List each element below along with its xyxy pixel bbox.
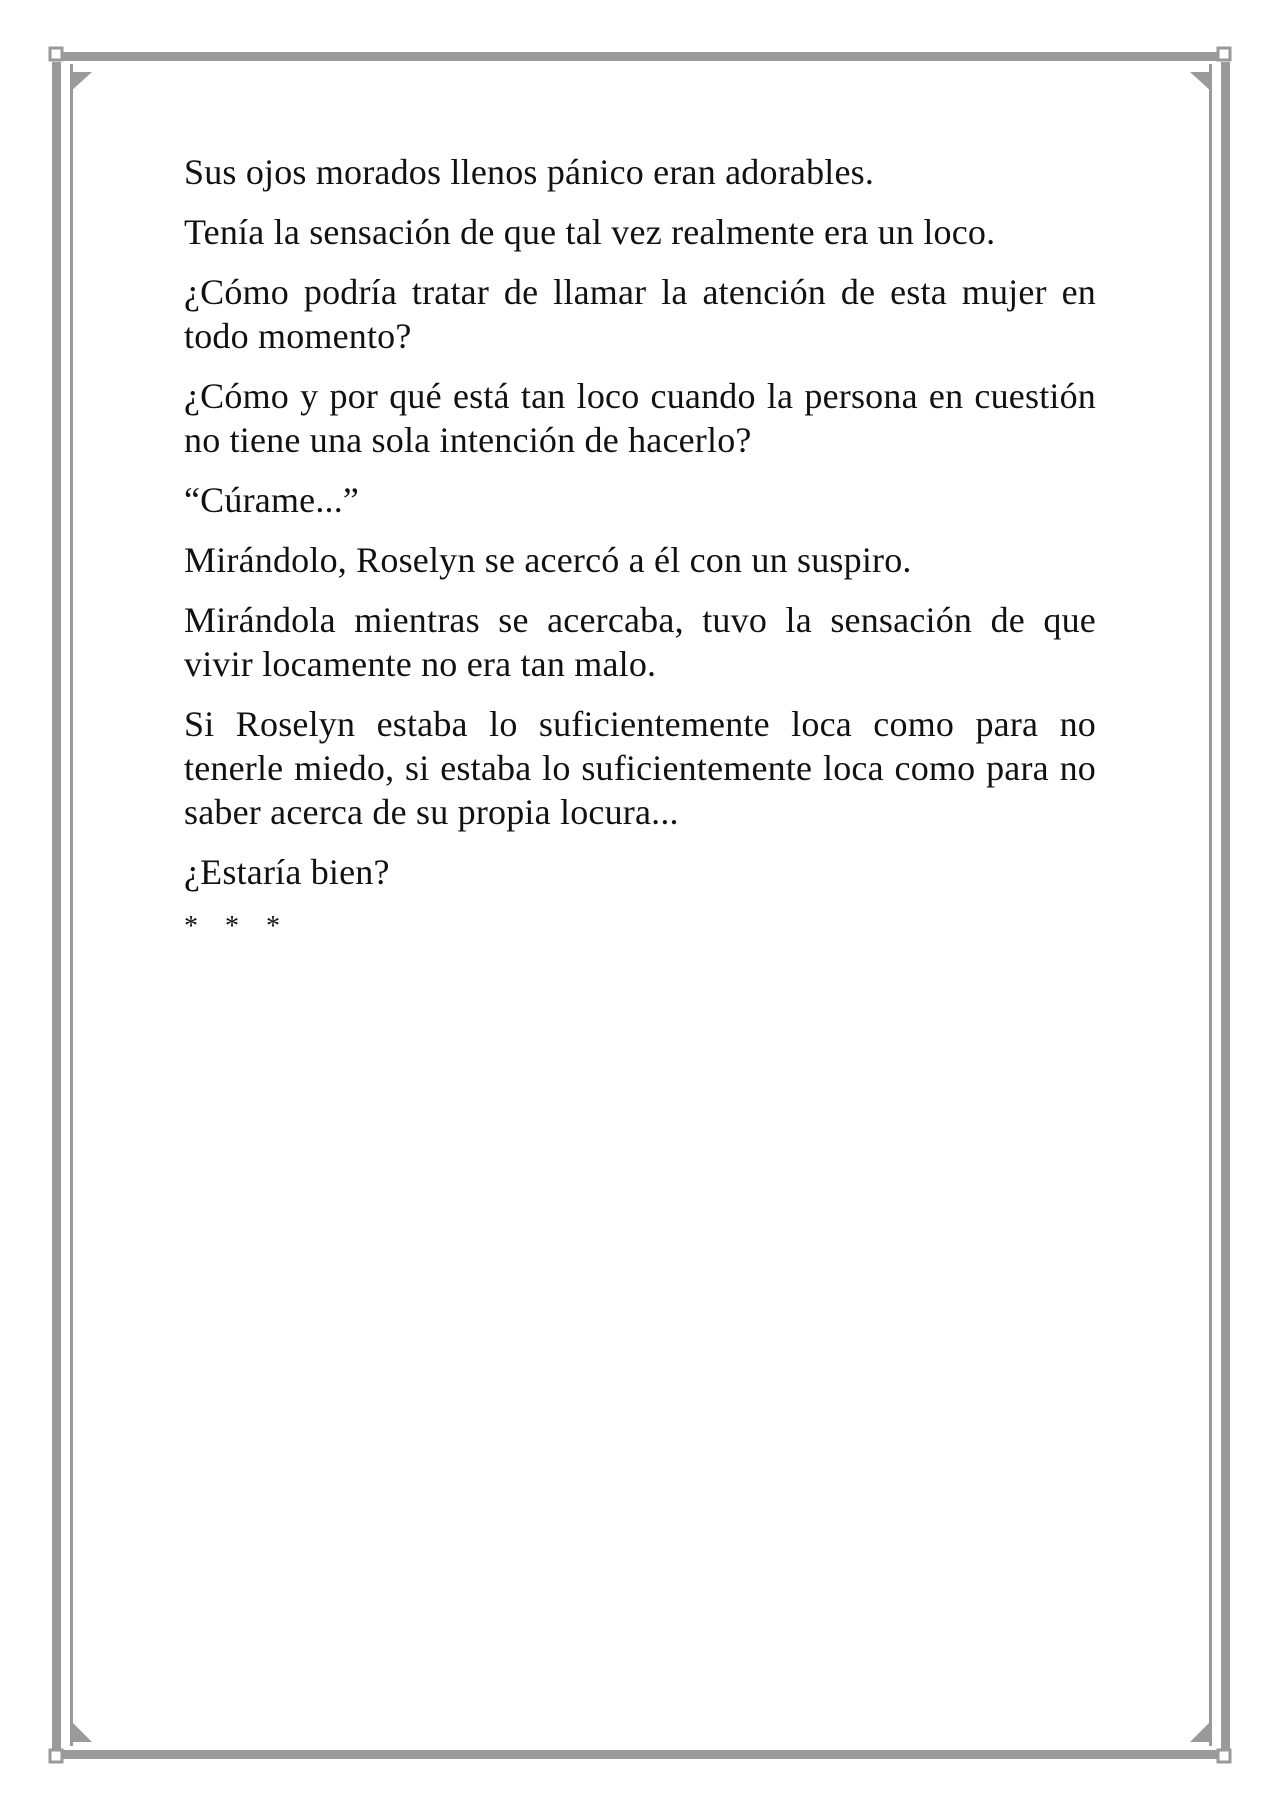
paragraph-2: Tenía la sensación de que tal vez realmente era un loco. bbox=[184, 212, 996, 252]
paragraph-5: “Cúrame...” bbox=[184, 480, 360, 520]
paragraph-6: Mirándolo, Roselyn se acercó a él con un suspiro. bbox=[184, 540, 912, 580]
paragraph-9: ¿Estaría bien? bbox=[184, 852, 390, 892]
scene-break: * * * bbox=[184, 911, 290, 942]
paragraph-8: Si Roselyn estaba lo suficientemente loca como para no tenerle miedo, si estaba lo suficientemente loca como para no saber acerca de su propia locura... bbox=[184, 704, 1096, 832]
paragraph-1: Sus ojos morados llenos pánico eran adorables. bbox=[184, 152, 875, 192]
paragraph-7: Mirándola mientras se acercaba, tuvo la sensación de que vivir locamente no era tan malo. bbox=[184, 600, 1096, 684]
paragraph-4: ¿Cómo y por qué está tan loco cuando la persona en cuestión no tiene una sola intención de hacerlo? bbox=[184, 376, 1096, 460]
paragraph-3: ¿Cómo podría tratar de llamar la atención de esta mujer en todo momento? bbox=[184, 272, 1096, 356]
page-text-body bbox=[184, 150, 1096, 944]
